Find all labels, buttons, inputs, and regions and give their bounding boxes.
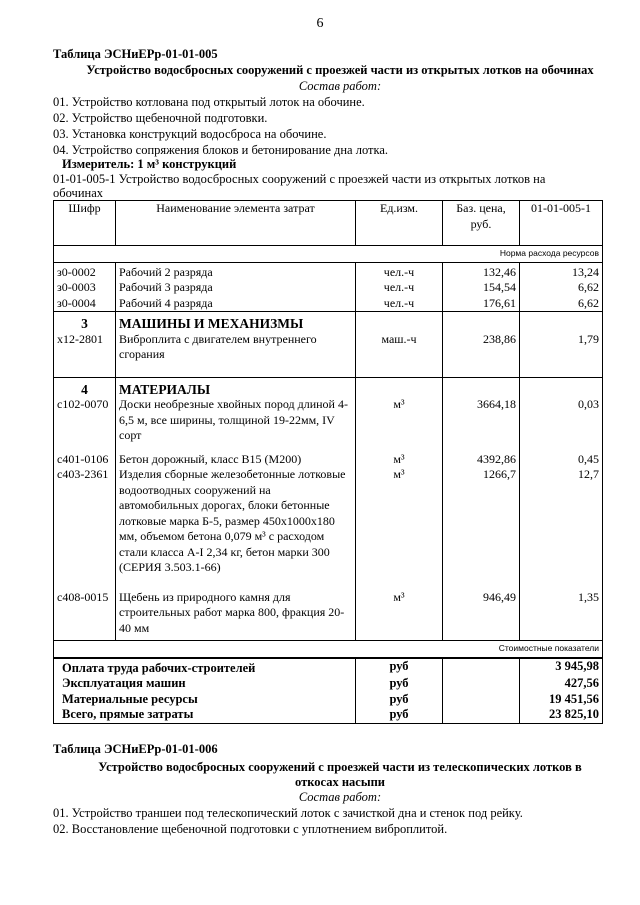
table-row: х12-2801 Виброплита с двигателем внутреннего сгорания маш.-ч 238,86 1,79 <box>54 332 603 378</box>
table-row: с408-0015 Щебень из природного камня для строительных работ марка 800, фракция 20-40 мм м³ 946,49 1,35 <box>54 590 603 641</box>
measure-unit: Измеритель: 1 м³ конструкций <box>62 157 237 171</box>
norm-label: Норма расхода ресурсов <box>54 246 603 263</box>
section-heading: 4 МАТЕРИАЛЫ <box>54 377 603 397</box>
table-row: с102-0070 Доски необрезные хвойных пород длиной 4-6,5 м, все ширины, толщиной 19-22мм, IV сорт м³ 3664,18 0,03 <box>54 397 603 452</box>
work-composition-heading: Состав работ: <box>298 790 382 804</box>
code-description: 01-01-005-1 Устройство водосбросных сооружений с проезжей части из открытых лотков на <box>53 172 546 186</box>
table-row: с403-2361 Изделия сборные железобетонные лотковые водоотводных сооружений на автомобильных дорогах, блоки бетонные лотковые марка Б-5, размер 450х1000х180 мм, объемом бетона 0,079 м³ с расходом стали класса А-I 2,34 кг, бетон марки 300 (СЕРИЯ 3.503.1-66) м³ 1266,7 12,7 <box>54 467 603 590</box>
total-row: Оплата труда рабочих-строителей руб 3 945,98 <box>54 658 603 677</box>
page-number: 6 <box>316 16 324 31</box>
total-row: Всего, прямые затраты руб 23 825,10 <box>54 707 603 723</box>
table2-subtitle: Устройство водосбросных сооружений с проезжей части из телескопических лотков в <box>98 760 582 774</box>
table-row: с401-0106 Бетон дорожный, класс В15 (М200) м³ 4392,86 0,45 <box>54 452 603 468</box>
code-description-cont: обочинах <box>53 186 103 200</box>
work-item: 03. Установка конструкций водосброса на обочине. <box>53 127 327 141</box>
section-heading: 3 МАШИНЫ И МЕХАНИЗМЫ <box>54 312 603 332</box>
work-item: 01. Устройство котлована под открытый лоток на обочине. <box>53 95 365 109</box>
total-row: Эксплуатация машин руб 427,56 <box>54 676 603 692</box>
table-row: з0-0004 Рабочий 4 разряда чел.-ч 176,61 6,62 <box>54 296 603 312</box>
work-item: 04. Устройство сопряжения блоков и бетонирование дна лотка. <box>53 143 389 157</box>
header-column: 01-01-005-1 <box>520 201 603 246</box>
cost-label: Стоимостные показатели <box>54 641 603 658</box>
resource-table <box>53 200 603 724</box>
table-row: з0-0002 Рабочий 2 разряда чел.-ч 132,46 13,24 <box>54 262 603 280</box>
work-composition-heading: Состав работ: <box>298 79 382 93</box>
table-title: Таблица ЭСНиЕРр-01-01-005 <box>53 47 218 61</box>
table2-title: Таблица ЭСНиЕРр-01-01-006 <box>53 742 218 756</box>
table2-subtitle-cont: откосах насыпи <box>294 775 385 789</box>
work-item: 02. Восстановление щебеночной подготовки с уплотнением виброплитой. <box>53 822 448 836</box>
total-row: Материальные ресурсы руб 19 451,56 <box>54 692 603 708</box>
header-code: Шифр <box>54 201 116 246</box>
header-unit: Ед.изм. <box>356 201 443 246</box>
work-item: 01. Устройство траншеи под телескопический лоток с зачисткой дна и стенок под рейку. <box>53 806 523 820</box>
table-row: з0-0003 Рабочий 3 разряда чел.-ч 154,54 6,62 <box>54 280 603 296</box>
table-subtitle: Устройство водосбросных сооружений с проезжей части из открытых лотков на обочинах <box>86 63 594 77</box>
header-price: Баз. цена, руб. <box>443 201 520 246</box>
work-item: 02. Устройство щебеночной подготовки. <box>53 111 268 125</box>
header-name: Наименование элемента затрат <box>116 201 356 246</box>
